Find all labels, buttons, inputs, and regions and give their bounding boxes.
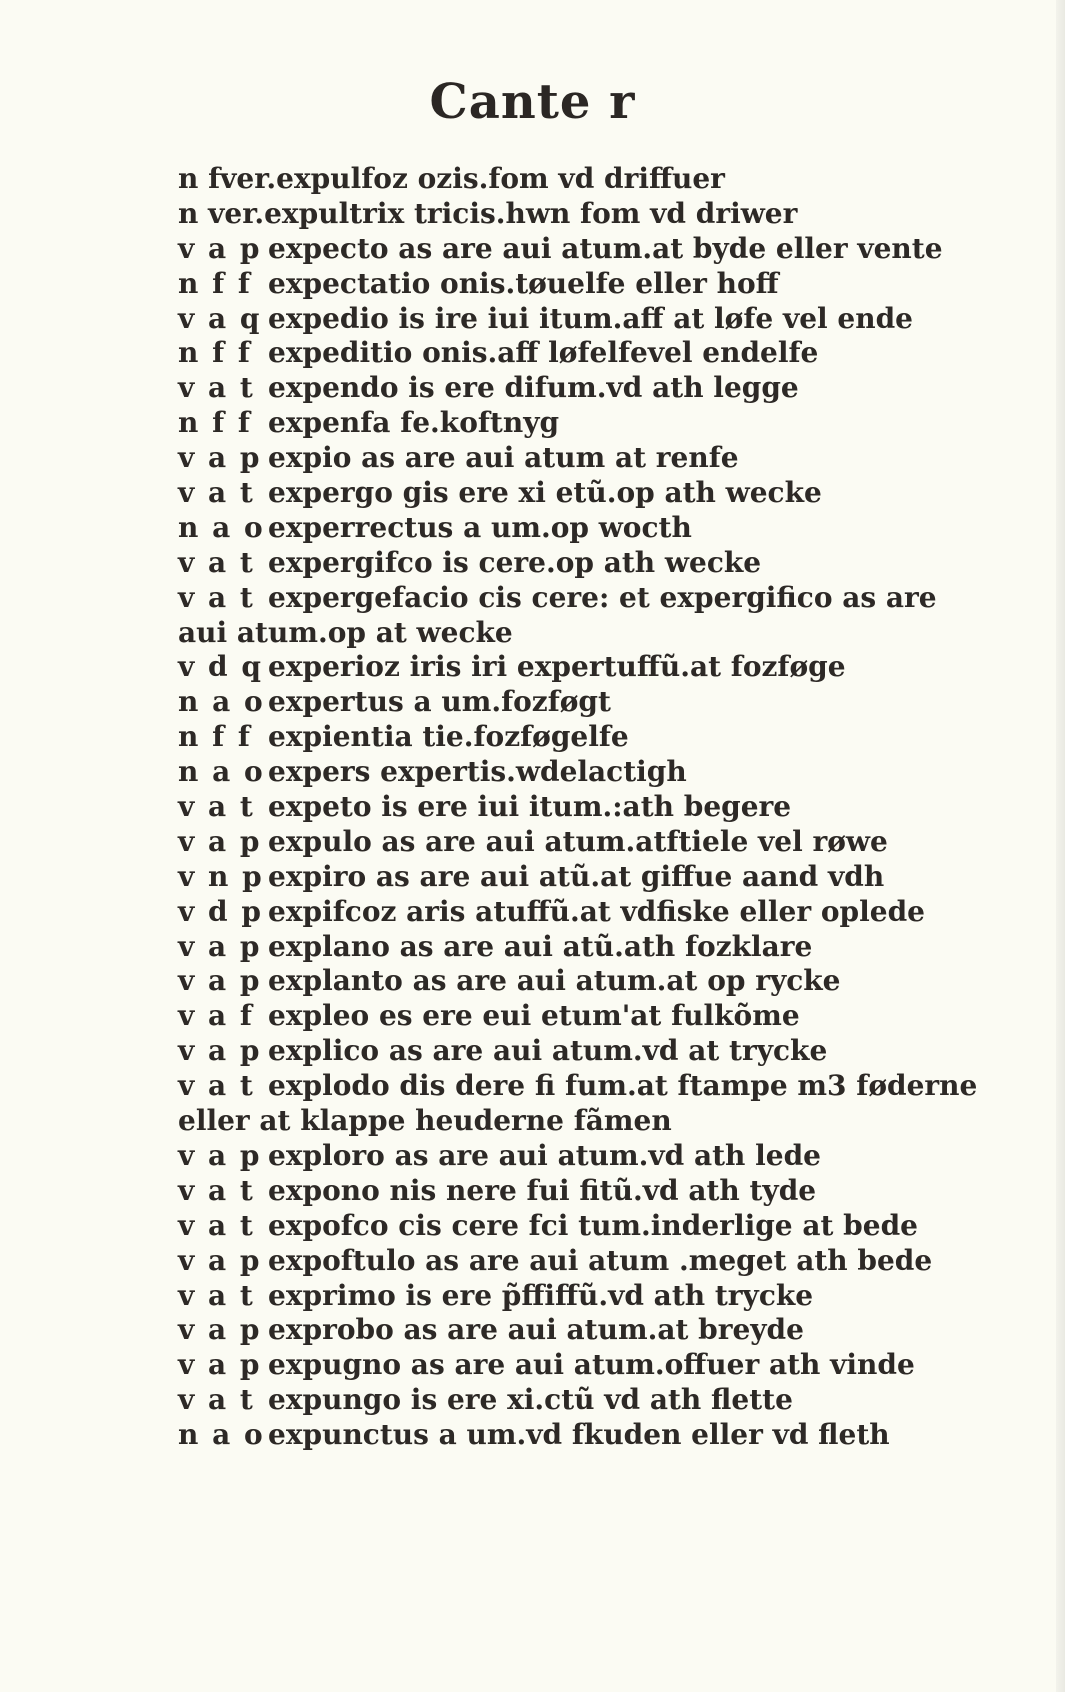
grammar-code: v a p — [178, 1243, 262, 1277]
grammar-code: v a t — [178, 1173, 255, 1207]
entry-text: explodo dis dere fi fum.at ftampe m3 føderne — [268, 1069, 978, 1103]
dictionary-entry — [178, 336, 1038, 371]
entry-text: exploro as are aui atum.vd ath lede — [268, 1138, 821, 1172]
dictionary-entry — [178, 1104, 1038, 1139]
dictionary-entry — [178, 650, 1038, 685]
grammar-code: v a t — [178, 580, 255, 614]
grammar-code: v a p — [178, 1034, 262, 1068]
dictionary-entry — [178, 1244, 1038, 1279]
grammar-code: v a t — [178, 1278, 255, 1312]
page-edge — [1056, 0, 1065, 1692]
dictionary-entry — [178, 1139, 1038, 1174]
grammar-code: v a p — [178, 964, 262, 998]
grammar-code: v a t — [178, 371, 255, 405]
entry-text: expeditio onis.aff løfelfevel endelfe — [268, 336, 819, 370]
entry-text: expono nis nere fui fitũ.vd ath tyde — [268, 1173, 817, 1207]
grammar-code: v a t — [178, 545, 255, 579]
entry-text: expectatio onis.tøuelfe eller hoff — [268, 266, 779, 300]
dictionary-entry — [178, 267, 1038, 302]
grammar-code: n f f — [178, 336, 252, 370]
entry-text: expenfa fe.koftnyg — [268, 406, 560, 440]
dictionary-entry — [178, 720, 1038, 755]
grammar-code: v a t — [178, 1069, 255, 1103]
dictionary-entry — [178, 441, 1038, 476]
entry-text: expeto is ere iui itum.:ath begere — [268, 790, 792, 824]
dictionary-entries — [178, 162, 1038, 1453]
dictionary-entry — [178, 1069, 1038, 1104]
entry-text: explano as are aui atũ.ath fozklare — [268, 929, 813, 963]
grammar-code: v a t — [178, 476, 255, 510]
dictionary-entry — [178, 1418, 1038, 1453]
entry-text: eller at klappe heuderne fãmen — [178, 1104, 672, 1138]
entry-text: aui atum.op at wecke — [178, 615, 513, 649]
entry-text: expedio is ire iui itum.aff at løfe vel ende — [268, 301, 913, 335]
page-header: Cante r — [429, 74, 636, 130]
dictionary-entry — [178, 1209, 1038, 1244]
grammar-code: n a o — [178, 510, 265, 544]
grammar-code: v a p — [178, 1313, 262, 1347]
entry-text: n fver.expulfoz ozis.fom vd driffuer — [178, 162, 725, 195]
grammar-code: n f f — [178, 720, 252, 754]
dictionary-entry — [178, 581, 1038, 616]
dictionary-entry — [178, 1174, 1038, 1209]
grammar-code: n f f — [178, 266, 252, 300]
grammar-code: v a t — [178, 790, 255, 824]
dictionary-entry — [178, 232, 1038, 267]
entry-text: expertus a um.fozføgt — [268, 685, 611, 719]
grammar-code: n a o — [178, 1418, 265, 1452]
dictionary-entry — [178, 999, 1038, 1034]
entry-text: expiro as are aui atũ.at giffue aand vdh — [268, 859, 885, 893]
grammar-code: v a f — [178, 999, 254, 1033]
grammar-code: v a p — [178, 441, 262, 475]
dictionary-entry — [178, 755, 1038, 790]
entry-text: exprobo as are aui atum.at breyde — [268, 1313, 804, 1347]
dictionary-entry — [178, 1313, 1038, 1348]
entry-text: explanto as are aui atum.at op rycke — [268, 964, 841, 998]
entry-text: expio as are aui atum at renfe — [268, 441, 739, 475]
grammar-code: v n p — [178, 859, 264, 893]
grammar-code: v a p — [178, 1348, 262, 1382]
dictionary-entry — [178, 685, 1038, 720]
grammar-code: v a p — [178, 231, 262, 265]
grammar-code: n f f — [178, 406, 252, 440]
entry-text: expifcoz aris atuffũ.at vdfiske eller oplede — [268, 894, 925, 928]
entry-text: expecto as are aui atum.at byde eller vente — [268, 231, 943, 265]
entry-text: expers expertis.wdelactigh — [268, 755, 687, 789]
grammar-code: n a o — [178, 755, 265, 789]
grammar-code: v a t — [178, 1383, 255, 1417]
dictionary-entry — [178, 930, 1038, 965]
entry-text: expofco cis cere fci tum.inderlige at bede — [268, 1208, 918, 1242]
entry-text: experrectus a um.op wocth — [268, 510, 692, 544]
dictionary-entry — [178, 790, 1038, 825]
entry-text: experioz iris iri expertuffũ.at fozføge — [268, 650, 846, 684]
grammar-code: v a t — [178, 1208, 255, 1242]
dictionary-entry — [178, 511, 1038, 546]
entry-text: expleo es ere eui etum'at fulkõme — [268, 999, 800, 1033]
dictionary-entry — [178, 197, 1038, 232]
dictionary-entry — [178, 1348, 1038, 1383]
dictionary-entry — [178, 895, 1038, 930]
dictionary-entry — [178, 302, 1038, 337]
dictionary-entry — [178, 406, 1038, 441]
dictionary-entry — [178, 616, 1038, 651]
entry-text: expugno as are aui atum.offuer ath vinde — [268, 1348, 915, 1382]
grammar-code: v a p — [178, 1138, 262, 1172]
entry-text: expendo is ere difum.vd ath legge — [268, 371, 799, 405]
dictionary-entry — [178, 860, 1038, 895]
dictionary-entry — [178, 162, 1038, 197]
grammar-code: n a o — [178, 685, 265, 719]
grammar-code: v d q — [178, 650, 263, 684]
grammar-code: v a p — [178, 929, 262, 963]
entry-text: expergifco is cere.op ath wecke — [268, 545, 762, 579]
entry-text: exprimo is ere p̃ffiffũ.vd ath trycke — [268, 1278, 814, 1312]
dictionary-entry — [178, 1383, 1038, 1418]
entry-text: expungo is ere xi.ctũ vd ath flette — [268, 1383, 793, 1417]
dictionary-entry — [178, 964, 1038, 999]
dictionary-entry — [178, 1279, 1038, 1314]
entry-text: expoftulo as are aui atum .meget ath bede — [268, 1243, 933, 1277]
grammar-code: v a p — [178, 824, 262, 858]
entry-text: n ver.expultrix tricis.hwn fom vd driwer — [178, 196, 798, 230]
dictionary-entry — [178, 546, 1038, 581]
dictionary-entry — [178, 476, 1038, 511]
grammar-code: v a q — [178, 301, 262, 335]
entry-text: explico as are aui atum.vd at trycke — [268, 1034, 828, 1068]
dictionary-entry — [178, 825, 1038, 860]
entry-text: expunctus a um.vd fkuden eller vd fleth — [268, 1418, 890, 1452]
entry-text: expergo gis ere xi etũ.op ath wecke — [268, 476, 822, 510]
grammar-code: v d p — [178, 894, 263, 928]
dictionary-entry — [178, 1034, 1038, 1069]
entry-text: expulo as are aui atum.atftiele vel røwe — [268, 824, 888, 858]
dictionary-entry — [178, 371, 1038, 406]
entry-text: expientia tie.fozføgelfe — [268, 720, 629, 754]
entry-text: expergefacio cis cere: et expergifico as are — [268, 580, 937, 614]
